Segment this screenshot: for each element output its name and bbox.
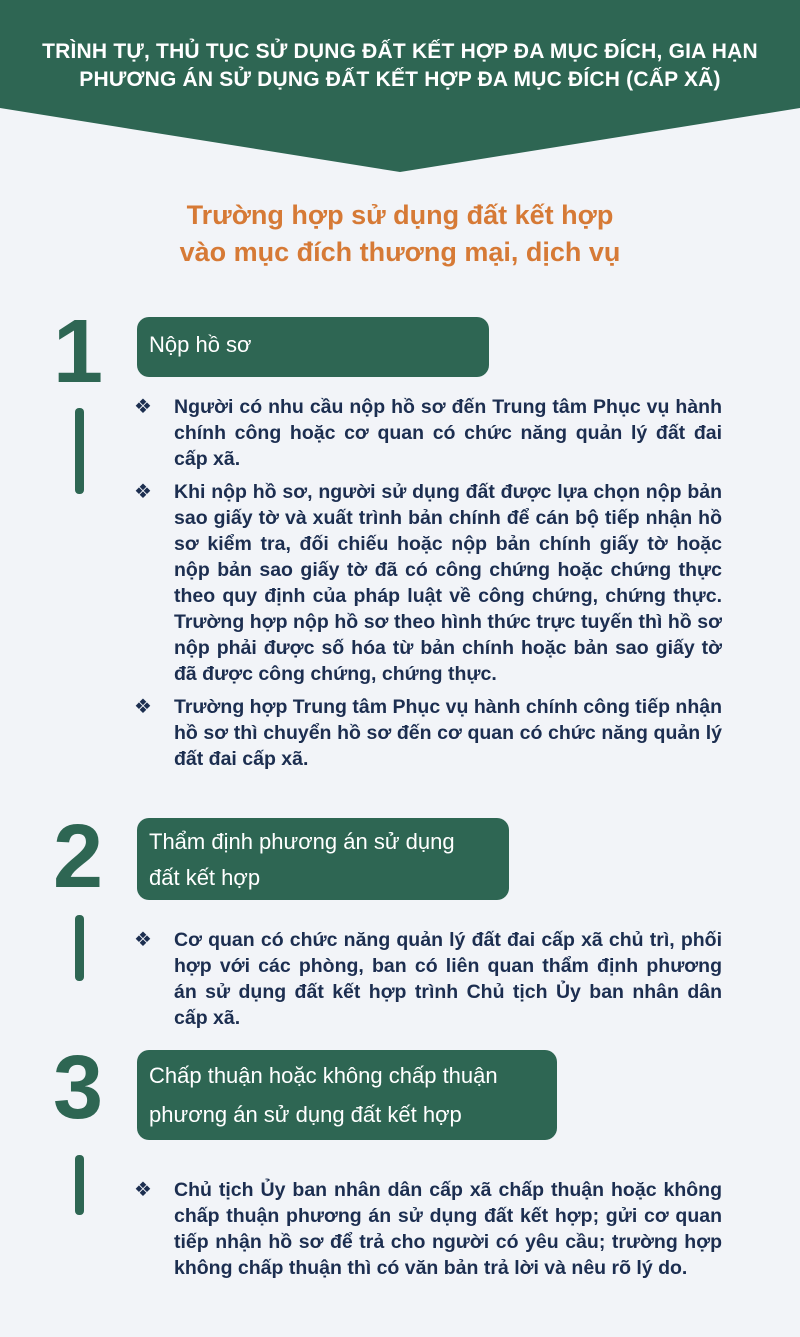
step-2-title-box [137, 818, 509, 900]
list-item [132, 394, 722, 472]
step-3-title-box [137, 1050, 557, 1140]
list-item [132, 927, 722, 1031]
bullet-text: Cơ quan có chức năng quản lý đất đai cấp xã chủ trì, phối hợp với các phòng, ban có liên quan thẩm định phương án sử dụng đất kết hợp trình Chủ tịch Ủy ban nhân dân cấp xã. [174, 929, 722, 1029]
step-1-title: Nộp hồ sơ [149, 332, 252, 357]
step-3-number: 3 [52, 1038, 104, 1138]
diamond-bullet-icon: ❖ [134, 1179, 152, 1201]
diamond-bullet-icon: ❖ [134, 481, 152, 503]
step-1-divider [75, 408, 84, 494]
step-2-divider [75, 915, 84, 981]
step-3-title-line-2: phương án sử dụng đất kết hợp [149, 1102, 462, 1127]
step-3-title-line-1: Chấp thuận hoặc không chấp thuận [149, 1063, 498, 1088]
step-2-bullet-list [132, 927, 722, 1038]
step-3-bullet-list [132, 1177, 722, 1288]
list-item [132, 1177, 722, 1281]
step-3-divider [75, 1155, 84, 1215]
section-subtitle [100, 197, 700, 271]
step-2-title-line-1: Thẩm định phương án sử dụng [149, 829, 455, 854]
list-item [132, 479, 722, 687]
bullet-text: Chủ tịch Ủy ban nhân dân cấp xã chấp thuận hoặc không chấp thuận phương án sử dụng đất kết hợp; gửi cơ quan tiếp nhận hồ sơ để trả cho người có yêu cầu; trường hợp không chấp thuận thì có văn bản trả lời và nêu rõ lý do. [174, 1179, 722, 1279]
page-title: TRÌNH TỰ, THỦ TỤC SỬ DỤNG ĐẤT KẾT HỢP ĐA MỤC ĐÍCH, GIA HẠN PHƯƠNG ÁN SỬ DỤNG ĐẤT KẾT HỢP ĐA MỤC ĐÍCH (CẤP XÃ) [42, 40, 758, 91]
step-1-title-box [137, 317, 489, 377]
step-1-number: 1 [52, 302, 104, 402]
step-1-bullet-list [132, 394, 722, 779]
bullet-text: Trường hợp Trung tâm Phục vụ hành chính công tiếp nhận hồ sơ thì chuyển hồ sơ đến cơ quan có chức năng quản lý đất đai cấp xã. [174, 696, 722, 770]
subtitle-line-2: vào mục đích thương mại, dịch vụ [179, 237, 621, 267]
bullet-text: Khi nộp hồ sơ, người sử dụng đất được lựa chọn nộp bản sao giấy tờ và xuất trình bản chính để cán bộ tiếp nhận hồ sơ kiểm tra, đối chiếu hoặc nộp bản chính giấy tờ hoặc nộp bản sao giấy tờ đã có công chứng hoặc chứng thực theo quy định của pháp luật về công chứng, chứng thực. Trường hợp nộp hồ sơ theo hình thức trực tuyến thì hồ sơ nộp phải được số hóa từ bản chính hoặc bản sao giấy tờ đã được công chứng, chứng thực. [174, 481, 722, 685]
diamond-bullet-icon: ❖ [134, 929, 152, 951]
subtitle-line-1: Trường hợp sử dụng đất kết hợp [186, 200, 614, 230]
list-item [132, 694, 722, 772]
step-2-title-line-2: đất kết hợp [149, 865, 261, 890]
diamond-bullet-icon: ❖ [134, 696, 152, 718]
bullet-text: Người có nhu cầu nộp hồ sơ đến Trung tâm Phục vụ hành chính công hoặc cơ quan có chức năng quản lý đất đai cấp xã. [174, 396, 722, 470]
step-2-number: 2 [52, 807, 104, 907]
diamond-bullet-icon: ❖ [134, 396, 152, 418]
